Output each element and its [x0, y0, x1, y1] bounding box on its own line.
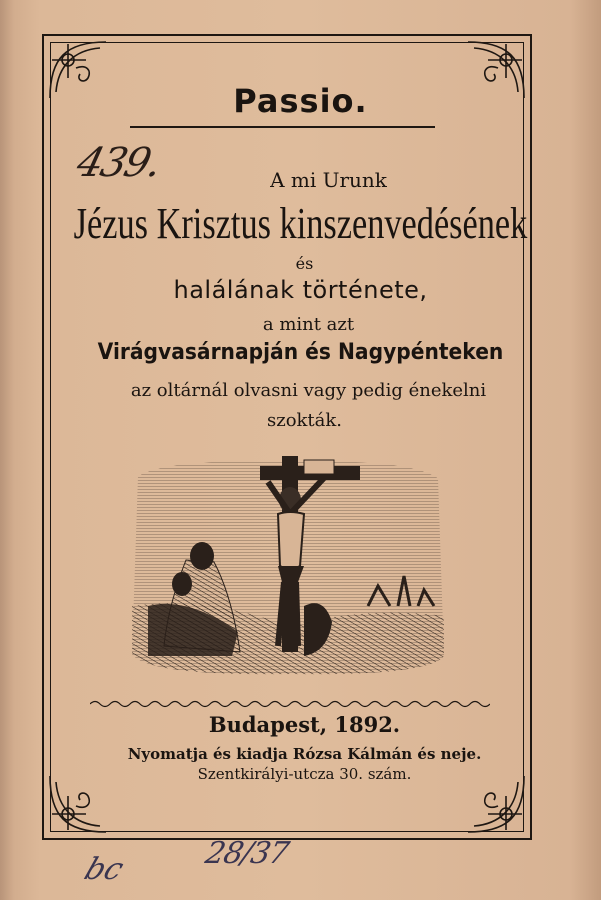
title-line-7: az oltárnál olvasni vagy pedig énekelni [130, 380, 487, 401]
title-line-1: A mi Urunk [270, 168, 387, 192]
title-line-6: Virágvasárnapján és Nagypénteken [97, 340, 504, 365]
pencil-annotation-right: 28/37 [202, 836, 292, 871]
pencil-annotation-left: bc [79, 852, 129, 887]
handwritten-call-number: 439. [72, 140, 165, 186]
title-line-2: Jézus Krisztus kinszenvedésének [73, 199, 528, 248]
crucifixion-engraving [128, 456, 446, 678]
title-line-8: szokták. [266, 410, 343, 431]
title-line-3: és [295, 254, 314, 273]
page-title: Passio. [233, 82, 368, 120]
imprint-printer: Nyomatja és kiadja Rózsa Kálmán és neje. [127, 745, 482, 763]
title-line-4: halálának története, [173, 276, 428, 304]
title-rule [130, 126, 435, 128]
imprint-place-year: Budapest, 1892. [208, 712, 401, 737]
decorative-wavy-rule [90, 698, 490, 710]
imprint-address: Szentkirályi-utcza 30. szám. [197, 765, 412, 783]
title-line-5: a mint azt [262, 314, 355, 335]
